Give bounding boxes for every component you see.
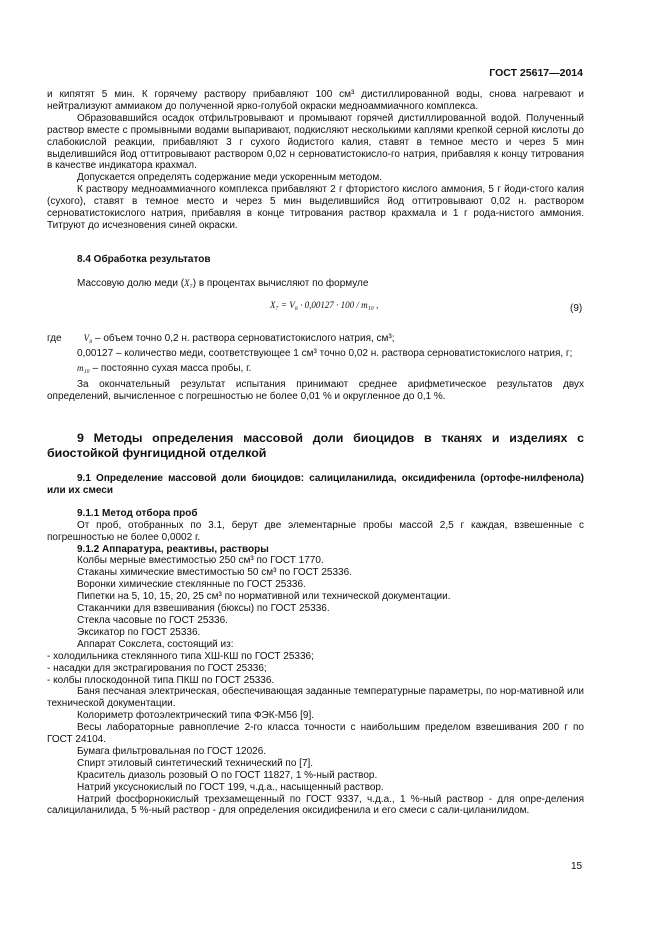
- paragraph: Допускается определять содержание меди ускоренным методом.: [77, 172, 382, 184]
- where-label: где: [47, 333, 62, 344]
- definition: – объем точно 0,2 н. раствора серноватистокислого натрия, см³;: [92, 333, 395, 344]
- document-code: ГОСТ 25617—2014: [489, 67, 583, 79]
- subsection-heading: 9.1.1 Метод отбора проб: [77, 507, 198, 519]
- sub-list-item: - насадки для экстрагирования по ГОСТ 25336;: [47, 662, 267, 674]
- subsection-heading: 9.1 Определение массовой доли биоцидов: салициланилида, оксидифенила (ортофе-нилфенола) или их смеси: [47, 473, 584, 496]
- where-block: [47, 333, 584, 403]
- formula: X₇ = V₈ · 0,00127 · 100 / m₁₀ ,: [270, 300, 379, 310]
- where-line: [47, 363, 584, 375]
- list-item: Весы лабораторные равноплечие 2-го класса точности с наибольшим пределом взвешивания 200 г по ГОСТ 24104.: [47, 722, 584, 746]
- list-item: Колориметр фотоэлектрический типа ФЭК-М56 [9].: [77, 710, 315, 722]
- text-block-top: [47, 89, 584, 232]
- list-item: Краситель диазоль розовый О по ГОСТ 11827, 1 %-ный раствор.: [77, 769, 378, 781]
- list-item: Натрий фосфорнокислый трехзамещенный по ГОСТ 9337, ч.д.а., 1 %-ный раствор - для опре-деления салициланилида, 5 %-ный раствор - для определения оксидифенила и его смеси с сали-циланилидом.: [47, 793, 584, 817]
- section-9: [47, 431, 584, 817]
- list-item: Колбы мерные вместимостью 250 см³ по ГОСТ 1770.: [77, 555, 324, 567]
- list-item: Натрий уксуснокислый по ГОСТ 199, ч.д.а., насыщенный раствор.: [77, 781, 384, 793]
- intro-text: ) в процентах вычисляют по формуле: [192, 277, 369, 289]
- variable: m₁₀: [77, 362, 90, 373]
- paragraph: За окончательный результат испытания принимают среднее арифметическое результатов двух определений, вычисленное с погрешностью не более 0,01 % и округленное до 0,1 %.: [47, 378, 584, 402]
- list-item: Стаканы химические вместимостью 50 см³ по ГОСТ 25336.: [77, 567, 352, 579]
- list-item: Пипетки на 5, 10, 15, 20, 25 см³ по нормативной или технической документации.: [77, 591, 451, 603]
- variable: X₇: [184, 277, 193, 288]
- list-item: Баня песчаная электрическая, обеспечивающая заданные температурные параметры, по нор-мативной или технической документации.: [47, 686, 584, 710]
- intro-text: Массовую долю меди (: [77, 277, 185, 289]
- section-heading: 8.4 Обработка результатов: [77, 254, 211, 265]
- definition: 0,00127 – количество меди, соответствующее 1 см³ точно 0,02 н. раствора серноватистокислого натрия, г;: [77, 347, 573, 359]
- definition: – постоянно сухая масса пробы, г.: [89, 362, 252, 374]
- list-item: Спирт этиловый синтетический технический по [7].: [77, 757, 314, 769]
- where-line: [47, 333, 584, 345]
- list-item: Аппарат Сокслета, состоящий из:: [77, 638, 234, 650]
- paragraph: Образовавшийся осадок отфильтровывают и промывают горячей дистиллированной водой. Полученный раствор вместе с промывными водами выпаривают, подкисляют несколькими каплями крепкой серной кислоты до слабокислой реакции, прибавляют 3 г сухого йодистого калия, ставят в темное место и через 5 мин выделившийся йод оттитровывают раствором 0,02 н серноватистокисло-го натрия, прибавляя к концу титрования в качестве индикатора крахмал.: [47, 112, 584, 172]
- formula-number: (9): [570, 303, 583, 314]
- page-number: 15: [571, 861, 583, 872]
- section-heading: 9 Методы определения массовой доли биоцидов в тканях и изделиях с биостойкой фунгицидной отделкой: [47, 431, 584, 460]
- variable: V₈: [83, 333, 93, 343]
- list-item: Стекла часовые по ГОСТ 25336.: [77, 614, 228, 626]
- section-8-4: [47, 254, 584, 290]
- list-item: Стаканчики для взвешивания (бюксы) по ГОСТ 25336.: [77, 603, 330, 615]
- sub-list-item: - холодильника стеклянного типа ХШ-КШ по ГОСТ 25336;: [47, 650, 314, 662]
- paragraph: и кипятят 5 мин. К горячему раствору прибавляют 100 см³ дистиллированной воды, снова нагревают и нейтрализуют аммиаком до полученной ярко-голубой окраски медноаммиачного комплекса.: [47, 89, 584, 112]
- formula-intro: [47, 278, 584, 290]
- paragraph: К раствору медноаммиачного комплекса прибавляют 2 г фтористого кислого аммония, 5 г йоди-стого калия (сухого), ставят в темное место и через 5 мин выделившийся йод оттитровывают 0,02 н. раствором серноватистокислого натрия, прибавляя в конце титрования раствор крахмала и 1 г рода-нистого аммония. Титруют до исчезновения синей окраски.: [47, 184, 584, 231]
- sub-list-item: - колбы плоскодонной типа ПКШ по ГОСТ 25336.: [47, 674, 275, 686]
- list-item: Воронки химические стеклянные по ГОСТ 25336.: [77, 579, 306, 591]
- paragraph: От проб, отобранных по 3.1, берут две элементарные пробы массой 2,5 г каждая, взвешенные с погрешностью не более 0,0002 г.: [47, 519, 584, 543]
- list-item: Бумага фильтровальная по ГОСТ 12026.: [77, 745, 267, 757]
- subsection-heading: 9.1.2 Аппаратура, реактивы, растворы: [77, 543, 269, 555]
- list-item: Эксикатор по ГОСТ 25336.: [77, 626, 201, 638]
